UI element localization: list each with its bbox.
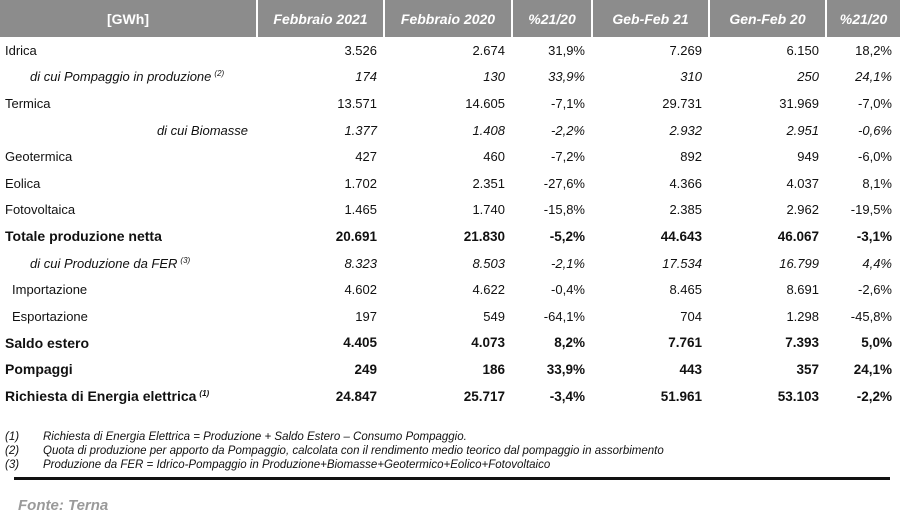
value-cell: 186 bbox=[482, 361, 505, 377]
table-row bbox=[0, 276, 900, 303]
value-cell: 24,1% bbox=[853, 361, 892, 377]
table-header bbox=[0, 0, 900, 37]
value-cell: 21.830 bbox=[463, 228, 505, 244]
value-cell: 1.298 bbox=[786, 308, 819, 324]
footnote bbox=[5, 444, 664, 458]
value-cell: -3,4% bbox=[549, 388, 585, 404]
row-label-cell bbox=[0, 117, 258, 144]
value-cell: 892 bbox=[680, 149, 702, 165]
footnote-ref: (2) bbox=[214, 69, 225, 79]
value-cell: 7.761 bbox=[668, 335, 702, 351]
value-cell: 443 bbox=[679, 361, 702, 377]
value-cell: 949 bbox=[797, 149, 819, 165]
value-cell: -45,8% bbox=[850, 308, 892, 324]
footnote-text: Produzione da FER = Idrico-Pompaggio in Produzione+Biomasse+Geotermico+Eolico+Fotovoltaico bbox=[43, 459, 551, 471]
header-feb-2020: Febbraio 2020 bbox=[385, 0, 513, 37]
row-label: Geotermica bbox=[5, 149, 73, 165]
value-cell: 1.408 bbox=[472, 122, 505, 138]
header-feb-2021: Febbraio 2021 bbox=[258, 0, 385, 37]
value-cell: 7.269 bbox=[669, 42, 702, 58]
value-cell: 2.385 bbox=[669, 202, 702, 218]
value-cell: 17.534 bbox=[662, 255, 702, 271]
header-gen-feb-20: Gen-Feb 20 bbox=[710, 0, 827, 37]
value-cell: 2.951 bbox=[786, 122, 819, 138]
value-cell: 4.366 bbox=[669, 175, 702, 191]
row-label: Idrica bbox=[5, 42, 37, 58]
value-cell: 4.037 bbox=[786, 175, 819, 191]
footnote-number: (1) bbox=[5, 431, 20, 443]
footnote-number: (2) bbox=[5, 445, 20, 457]
value-cell: 8,1% bbox=[862, 175, 892, 191]
value-cell: 460 bbox=[483, 149, 505, 165]
table-row bbox=[0, 64, 900, 91]
value-cell: 4.602 bbox=[344, 282, 377, 298]
value-cell: 4,4% bbox=[862, 255, 892, 271]
table-row bbox=[0, 383, 900, 410]
value-cell: 8.465 bbox=[669, 282, 702, 298]
table-row bbox=[0, 250, 900, 277]
value-cell: 197 bbox=[355, 308, 377, 324]
value-cell: 20.691 bbox=[335, 228, 377, 244]
table-row bbox=[0, 90, 900, 117]
value-cell: 427 bbox=[355, 149, 377, 165]
value-cell: 2.962 bbox=[786, 202, 819, 218]
header-gen-feb-21: Geb-Feb 21 bbox=[593, 0, 710, 37]
value-cell: 31.969 bbox=[779, 95, 819, 111]
value-cell: 51.961 bbox=[660, 388, 702, 404]
value-cell: -19,5% bbox=[850, 202, 892, 218]
value-cell: 18,2% bbox=[855, 42, 892, 58]
row-label-cell bbox=[0, 330, 258, 357]
footnote bbox=[5, 458, 664, 472]
value-cell: -7,2% bbox=[551, 149, 585, 165]
value-cell: 8.503 bbox=[472, 255, 505, 271]
value-cell: 1.740 bbox=[472, 202, 505, 218]
value-cell: 3.526 bbox=[344, 42, 377, 58]
row-label: Importazione bbox=[12, 282, 88, 298]
value-cell: 174 bbox=[355, 69, 377, 85]
value-cell: 704 bbox=[680, 308, 702, 324]
value-cell: -6,0% bbox=[858, 149, 892, 165]
value-cell: 5,0% bbox=[861, 335, 892, 351]
value-cell: 310 bbox=[680, 69, 702, 85]
header-pct-ytd: %21/20 bbox=[827, 0, 900, 37]
value-cell: 4.622 bbox=[472, 282, 505, 298]
value-cell: -2,6% bbox=[858, 282, 892, 298]
value-cell: 53.103 bbox=[777, 388, 819, 404]
value-cell: 6.150 bbox=[786, 42, 819, 58]
value-cell: 8.691 bbox=[786, 282, 819, 298]
value-cell: 2.674 bbox=[472, 42, 505, 58]
value-cell: 4.073 bbox=[471, 335, 505, 351]
row-label-cell bbox=[0, 197, 258, 224]
row-label-cell bbox=[0, 250, 258, 277]
row-label: Termica bbox=[5, 95, 51, 111]
row-label-cell bbox=[0, 170, 258, 197]
value-cell: 24.847 bbox=[335, 388, 377, 404]
footnote bbox=[5, 430, 664, 444]
value-cell: 8.323 bbox=[344, 255, 377, 271]
row-label: Eolica bbox=[5, 175, 41, 191]
table-row bbox=[0, 170, 900, 197]
row-label: Saldo estero bbox=[5, 334, 90, 351]
value-cell: 357 bbox=[796, 361, 819, 377]
row-label: di cui Pompaggio in produzione bbox=[30, 69, 212, 85]
value-cell: 31,9% bbox=[548, 42, 585, 58]
value-cell: 250 bbox=[797, 69, 819, 85]
row-label: di cui Produzione da FER bbox=[30, 255, 178, 271]
row-label-cell bbox=[0, 223, 258, 250]
value-cell: 8,2% bbox=[554, 335, 585, 351]
table-row bbox=[0, 303, 900, 330]
table-row bbox=[0, 223, 900, 250]
value-cell: 24,1% bbox=[855, 69, 892, 85]
value-cell: -7,1% bbox=[551, 95, 585, 111]
row-label-cell bbox=[0, 37, 258, 64]
header-pct-month: %21/20 bbox=[513, 0, 593, 37]
footnote-text: Quota di produzione per apporto da Pompaggio, calcolata con il rendimento medio teorico dal pompaggio in assorbimento bbox=[43, 445, 664, 457]
row-label-cell bbox=[0, 64, 258, 91]
table-row bbox=[0, 330, 900, 357]
value-cell: 33,9% bbox=[546, 361, 585, 377]
table-row bbox=[0, 143, 900, 170]
row-label: Pompaggi bbox=[5, 361, 73, 378]
row-label: Totale produzione netta bbox=[5, 228, 162, 245]
footnote-ref: (1) bbox=[199, 389, 210, 399]
value-cell: -27,6% bbox=[543, 175, 585, 191]
row-label-cell bbox=[0, 90, 258, 117]
value-cell: 16.799 bbox=[779, 255, 819, 271]
value-cell: -2,2% bbox=[856, 388, 892, 404]
value-cell: -0,4% bbox=[551, 282, 585, 298]
value-cell: -7,0% bbox=[858, 95, 892, 111]
value-cell: 7.393 bbox=[785, 335, 819, 351]
value-cell: 14.605 bbox=[465, 95, 505, 111]
value-cell: 130 bbox=[483, 69, 505, 85]
value-cell: 249 bbox=[354, 361, 377, 377]
value-cell: -3,1% bbox=[856, 228, 892, 244]
value-cell: -15,8% bbox=[543, 202, 585, 218]
row-label: di cui Biomasse bbox=[156, 122, 248, 138]
table-row bbox=[0, 197, 900, 224]
value-cell: 25.717 bbox=[463, 388, 505, 404]
value-cell: 46.067 bbox=[777, 228, 819, 244]
row-label: Fotovoltaica bbox=[5, 202, 76, 218]
row-label-cell bbox=[0, 383, 258, 410]
value-cell: 1.702 bbox=[344, 175, 377, 191]
value-cell: 13.571 bbox=[337, 95, 377, 111]
value-cell: -2,2% bbox=[551, 122, 585, 138]
value-cell: -0,6% bbox=[858, 122, 892, 138]
value-cell: 1.377 bbox=[344, 122, 377, 138]
row-label-cell bbox=[0, 143, 258, 170]
footnote-number: (3) bbox=[5, 459, 20, 471]
value-cell: 29.731 bbox=[662, 95, 702, 111]
row-label-cell bbox=[0, 303, 258, 330]
footnotes bbox=[5, 430, 664, 472]
value-cell: 2.932 bbox=[669, 122, 702, 138]
source-label: Fonte: Terna bbox=[18, 497, 109, 514]
value-cell: 1.465 bbox=[344, 202, 377, 218]
row-label: Richiesta di Energia elettrica bbox=[5, 388, 197, 405]
row-label: Esportazione bbox=[12, 308, 88, 324]
footnote-ref: (3) bbox=[180, 255, 191, 265]
value-cell: 2.351 bbox=[472, 175, 505, 191]
table-row bbox=[0, 37, 900, 64]
table-row bbox=[0, 356, 900, 383]
divider bbox=[14, 477, 890, 480]
header-unit: [GWh] bbox=[0, 0, 258, 37]
table-row bbox=[0, 117, 900, 144]
value-cell: 549 bbox=[483, 308, 505, 324]
row-label-cell bbox=[0, 276, 258, 303]
value-cell: 33,9% bbox=[548, 69, 585, 85]
footnote-text: Richiesta di Energia Elettrica = Produzione + Saldo Estero – Consumo Pompaggio. bbox=[43, 431, 467, 443]
value-cell: 4.405 bbox=[343, 335, 377, 351]
value-cell: -2,1% bbox=[551, 255, 585, 271]
value-cell: -64,1% bbox=[543, 308, 585, 324]
row-label-cell bbox=[0, 356, 258, 383]
value-cell: 44.643 bbox=[660, 228, 702, 244]
value-cell: -5,2% bbox=[549, 228, 585, 244]
